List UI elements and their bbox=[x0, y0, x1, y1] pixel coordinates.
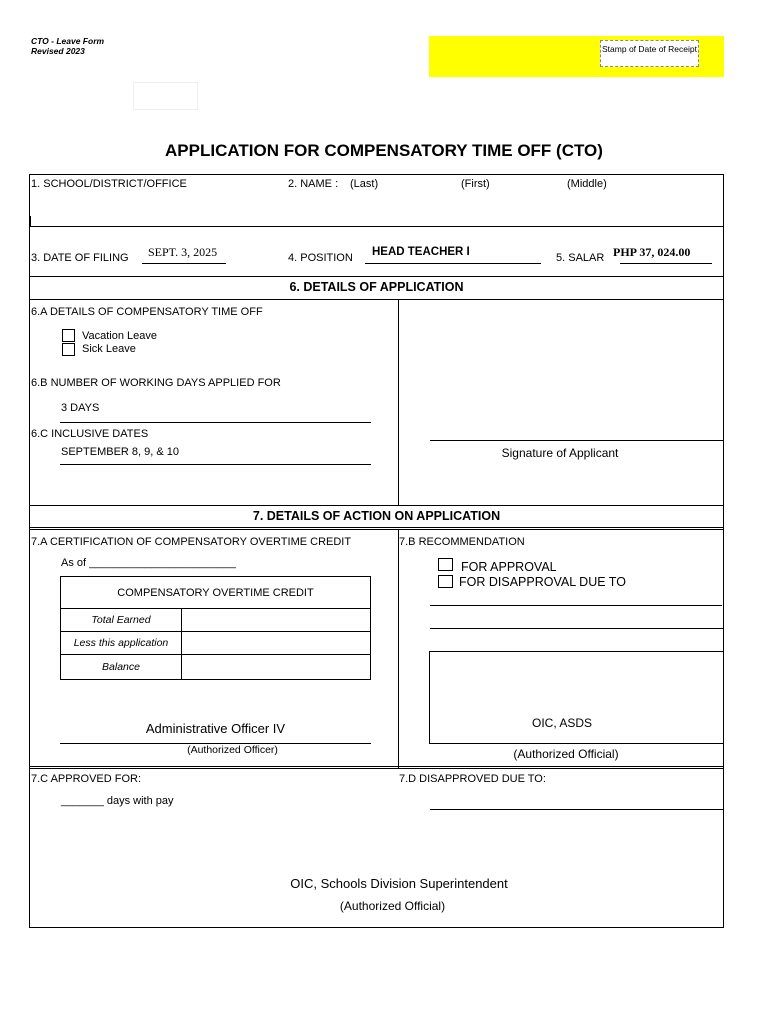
section6-title: 6. DETAILS OF APPLICATION bbox=[289, 280, 464, 294]
officer-role: (Authorized Officer) bbox=[187, 744, 278, 756]
sick-leave-label: Sick Leave bbox=[82, 343, 136, 355]
section6b-label: 6.B NUMBER OF WORKING DAYS APPLIED FOR bbox=[31, 377, 281, 389]
divider-sec7-vertical bbox=[398, 529, 399, 768]
table-row bbox=[61, 609, 371, 632]
as-of-label: As of ________________________ bbox=[61, 557, 236, 569]
first-name-label: (First) bbox=[461, 178, 490, 190]
working-days-line bbox=[60, 422, 371, 423]
for-disapproval-label: FOR DISAPPROVAL DUE TO bbox=[459, 575, 626, 589]
position-line bbox=[365, 263, 541, 264]
position-label: 4. POSITION bbox=[288, 252, 353, 264]
for-disapproval-checkbox[interactable] bbox=[438, 575, 453, 588]
form-code-line1: CTO - Leave Form bbox=[31, 36, 105, 46]
signature-line bbox=[430, 440, 724, 441]
salary-line bbox=[620, 263, 712, 264]
date-filing-label: 3. DATE OF FILING bbox=[31, 252, 129, 264]
salary-label: 5. SALAR bbox=[556, 252, 605, 264]
stamp-box: Stamp of Date of Receipt bbox=[600, 40, 699, 67]
section7-title: 7. DETAILS OF ACTION ON APPLICATION bbox=[252, 509, 501, 523]
form-code bbox=[31, 36, 104, 56]
table-row-label: Total Earned bbox=[61, 609, 182, 632]
table-row-label: Less this application bbox=[61, 632, 182, 655]
row1-tick bbox=[30, 216, 31, 226]
divider-sec7-header-double bbox=[29, 529, 724, 530]
date-filing-value[interactable]: SEPT. 3, 2025 bbox=[148, 245, 218, 259]
official-name: OIC, ASDS bbox=[531, 716, 593, 730]
official-role: (Authorized Official) bbox=[513, 747, 619, 761]
date-filing-line bbox=[142, 263, 226, 264]
working-days-value[interactable]: 3 DAYS bbox=[61, 402, 100, 414]
name-label: 2. NAME : bbox=[288, 178, 339, 190]
disapproval-reason-line1 bbox=[430, 605, 722, 606]
overtime-credit-table bbox=[60, 576, 371, 680]
section7a-label: 7.A CERTIFICATION OF COMPENSATORY OVERTIME CREDIT bbox=[31, 536, 352, 548]
table-row bbox=[61, 655, 371, 680]
vacation-leave-checkbox[interactable] bbox=[62, 329, 75, 342]
form-code-line2: Revised 2023 bbox=[31, 46, 85, 56]
office-label: 1. SCHOOL/DISTRICT/OFFICE bbox=[31, 178, 187, 190]
disapproval-reason-line2 bbox=[430, 628, 724, 629]
officer-name: Administrative Officer IV bbox=[145, 721, 286, 736]
blank-box bbox=[133, 82, 198, 110]
vacation-leave-label: Vacation Leave bbox=[82, 330, 158, 342]
table-header: COMPENSATORY OVERTIME CREDIT bbox=[61, 577, 371, 609]
last-name-label: (Last) bbox=[350, 178, 379, 190]
signature-label: Signature of Applicant bbox=[501, 446, 619, 460]
total-earned-cell[interactable] bbox=[182, 609, 371, 632]
divider-sec7c bbox=[29, 766, 724, 767]
section7b-label: 7.B RECOMMENDATION bbox=[399, 536, 525, 548]
form-title: APPLICATION FOR COMPENSATORY TIME OFF (CTO) bbox=[165, 141, 603, 160]
sds-name: OIC, Schools Division Superintendent bbox=[290, 876, 508, 891]
section6c-label: 6.C INCLUSIVE DATES bbox=[31, 428, 149, 440]
official-signature-box bbox=[429, 651, 724, 744]
divider-sec7c-double bbox=[29, 768, 724, 769]
table-row bbox=[61, 632, 371, 655]
divider-sec6-vertical bbox=[398, 299, 399, 505]
salary-value[interactable]: PHP 37, 024.00 bbox=[613, 245, 691, 259]
middle-name-label: (Middle) bbox=[567, 178, 607, 190]
table-row-label: Balance bbox=[61, 655, 182, 680]
divider-row1 bbox=[29, 226, 724, 227]
position-value[interactable]: HEAD TEACHER I bbox=[372, 246, 470, 258]
divider-sec7-top bbox=[29, 505, 724, 506]
for-approval-checkbox[interactable] bbox=[438, 558, 453, 571]
inclusive-dates-value[interactable]: SEPTEMBER 8, 9, & 10 bbox=[61, 446, 179, 458]
divider-sec6-header bbox=[29, 299, 724, 300]
section6a-label: 6.A DETAILS OF COMPENSATORY TIME OFF bbox=[31, 306, 263, 318]
days-with-pay-label: _______ days with pay bbox=[61, 795, 174, 807]
inclusive-dates-line bbox=[60, 464, 371, 465]
less-application-cell[interactable] bbox=[182, 632, 371, 655]
disapproved-reason-line bbox=[430, 809, 724, 810]
balance-cell[interactable] bbox=[182, 655, 371, 680]
divider-row2 bbox=[29, 276, 724, 277]
for-approval-label: FOR APPROVAL bbox=[461, 560, 557, 574]
section7c-label: 7.C APPROVED FOR: bbox=[31, 773, 142, 785]
divider-sec7-header bbox=[29, 527, 724, 528]
sds-role: (Authorized Official) bbox=[339, 899, 446, 913]
section7d-label: 7.D DISAPPROVED DUE TO: bbox=[399, 773, 546, 785]
sick-leave-checkbox[interactable] bbox=[62, 343, 75, 356]
